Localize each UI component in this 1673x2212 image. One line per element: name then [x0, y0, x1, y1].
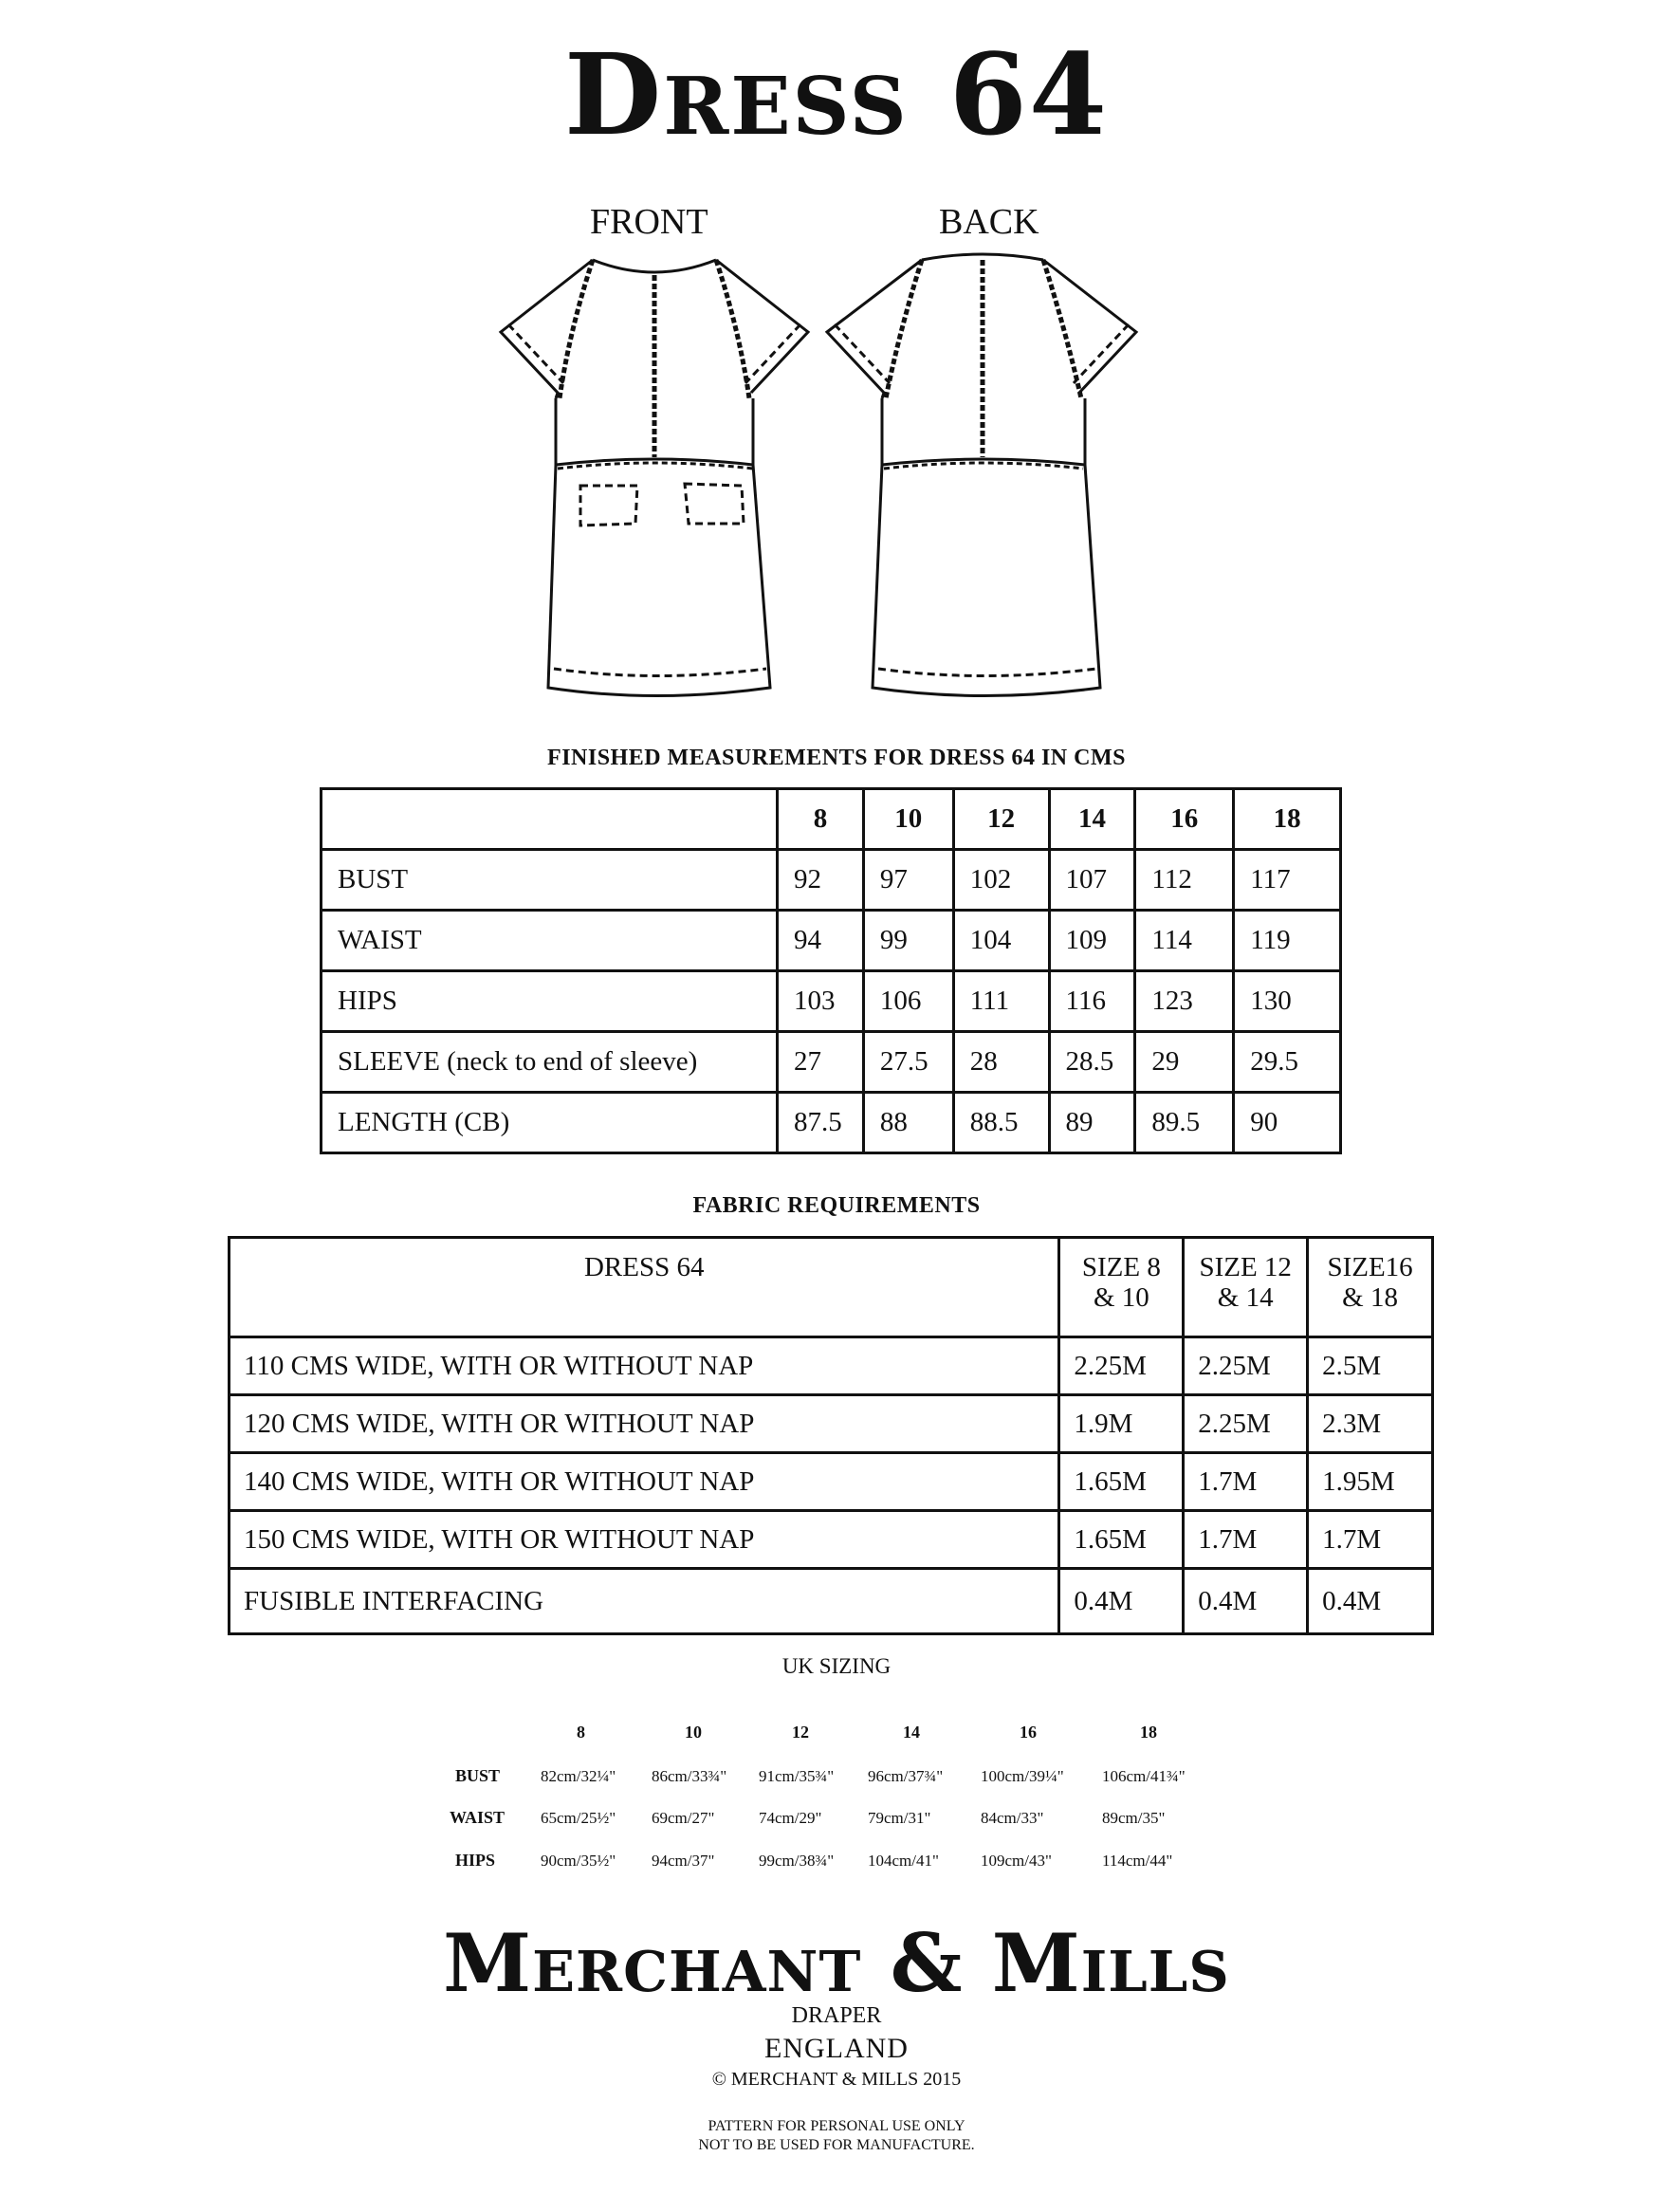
fabric-header-label: DRESS 64 — [230, 1238, 1059, 1337]
uk-cell: 94cm/37" — [652, 1852, 715, 1870]
table-cell: 1.7M — [1184, 1453, 1308, 1511]
table-cell: 123 — [1135, 971, 1234, 1032]
uk-size-header: 16 — [1020, 1723, 1037, 1742]
uk-cell: 106cm/41¾" — [1102, 1767, 1186, 1785]
table-cell: 87.5 — [778, 1093, 864, 1153]
uk-cell: 86cm/33¾" — [652, 1767, 727, 1785]
table-row — [322, 850, 1341, 911]
table-row — [322, 911, 1341, 971]
table-cell: 102 — [953, 850, 1049, 911]
table-cell: 119 — [1234, 911, 1341, 971]
table-cell: 99 — [863, 911, 953, 971]
fabric-requirements-title: FABRIC REQUIREMENTS — [692, 1193, 981, 1218]
row-label: 110 CMS WIDE, WITH OR WITHOUT NAP — [230, 1337, 1059, 1395]
table-row — [230, 1337, 1433, 1395]
table-cell: 92 — [778, 850, 864, 911]
uk-size-header: 18 — [1140, 1723, 1157, 1742]
uk-cell: 84cm/33" — [981, 1809, 1044, 1827]
uk-cell: 104cm/41" — [868, 1852, 939, 1870]
table-row — [322, 1093, 1341, 1153]
table-cell: 2.5M — [1308, 1337, 1433, 1395]
uk-size-header: 10 — [685, 1723, 702, 1742]
uk-cell: 114cm/44" — [1102, 1852, 1173, 1870]
table-cell: 2.25M — [1184, 1337, 1308, 1395]
size-header-line: & 14 — [1217, 1282, 1274, 1313]
row-label: 140 CMS WIDE, WITH OR WITHOUT NAP — [230, 1453, 1059, 1511]
size-header-line: & 10 — [1093, 1282, 1149, 1313]
row-label: HIPS — [322, 971, 778, 1032]
table-cell: 89 — [1049, 1093, 1135, 1153]
table-cell: 28.5 — [1049, 1032, 1135, 1093]
table-row — [322, 1032, 1341, 1093]
table-cell: 1.7M — [1308, 1511, 1433, 1569]
table-cell: 109 — [1049, 911, 1135, 971]
uk-size-header: 12 — [792, 1723, 809, 1742]
table-cell: 94 — [778, 911, 864, 971]
table-row — [322, 971, 1341, 1032]
table-cell: 89.5 — [1135, 1093, 1234, 1153]
size-header-line: SIZE 12 — [1199, 1252, 1292, 1282]
table-row — [230, 1453, 1433, 1511]
row-label: SLEEVE (neck to end of sleeve) — [322, 1032, 778, 1093]
size-header: 10 — [863, 789, 953, 850]
uk-cell: 100cm/39¼" — [981, 1767, 1064, 1785]
finished-measurements-table — [320, 787, 1342, 1154]
table-cell: 0.4M — [1059, 1569, 1184, 1634]
table-cell: 2.3M — [1308, 1395, 1433, 1453]
back-view-label: BACK — [939, 202, 1039, 242]
table-cell: 106 — [863, 971, 953, 1032]
uk-sizing-title: UK SIZING — [781, 1654, 892, 1678]
fabric-requirements-table — [228, 1236, 1434, 1635]
table-corner-cell — [322, 789, 778, 850]
uk-cell: 90cm/35½" — [541, 1852, 616, 1870]
page-title: Dress 64 — [564, 28, 1109, 160]
table-cell: 130 — [1234, 971, 1341, 1032]
table-cell: 2.25M — [1059, 1337, 1184, 1395]
front-dress-drawing — [501, 260, 808, 696]
size-header — [1184, 1238, 1308, 1337]
usage-notice — [0, 2117, 1673, 2155]
size-header: 16 — [1135, 789, 1234, 850]
copyright-text: © MERCHANT & MILLS 2015 — [711, 2069, 962, 2090]
table-cell: 88.5 — [953, 1093, 1049, 1153]
row-label: 150 CMS WIDE, WITH OR WITHOUT NAP — [230, 1511, 1059, 1569]
table-cell: 1.9M — [1059, 1395, 1184, 1453]
table-row — [230, 1569, 1433, 1634]
table-cell: 1.65M — [1059, 1453, 1184, 1511]
table-cell: 111 — [953, 971, 1049, 1032]
size-header-line: SIZE16 — [1327, 1252, 1413, 1282]
uk-cell: 91cm/35¾" — [759, 1767, 835, 1785]
size-header: 12 — [953, 789, 1049, 850]
table-cell: 1.65M — [1059, 1511, 1184, 1569]
uk-cell: 74cm/29" — [759, 1809, 822, 1827]
size-header: 14 — [1049, 789, 1135, 850]
brand-logo-text: Merchant & Mills — [443, 1916, 1230, 2010]
table-cell: 104 — [953, 911, 1049, 971]
measurements-title: FINISHED MEASUREMENTS FOR DRESS 64 IN CMS — [547, 746, 1126, 770]
uk-cell: 109cm/43" — [981, 1852, 1052, 1870]
uk-size-header: 8 — [577, 1723, 585, 1742]
size-header-line: & 18 — [1342, 1282, 1398, 1313]
table-cell: 0.4M — [1308, 1569, 1433, 1634]
table-cell: 114 — [1135, 911, 1234, 971]
front-view-label: FRONT — [590, 202, 708, 242]
england-text: ENGLAND — [764, 2033, 909, 2064]
table-cell: 1.95M — [1308, 1453, 1433, 1511]
table-cell: 1.7M — [1184, 1511, 1308, 1569]
table-row — [230, 1395, 1433, 1453]
dress-technical-drawings — [0, 0, 1673, 721]
draper-text: DRAPER — [791, 2003, 882, 2028]
table-cell: 97 — [863, 850, 953, 911]
uk-cell: 89cm/35" — [1102, 1809, 1166, 1827]
table-cell: 116 — [1049, 971, 1135, 1032]
uk-cell: 65cm/25½" — [541, 1809, 616, 1827]
table-cell: 29 — [1135, 1032, 1234, 1093]
table-cell: 112 — [1135, 850, 1234, 911]
usage-notice-line: NOT TO BE USED FOR MANUFACTURE. — [698, 2137, 975, 2153]
uk-row-label: BUST — [455, 1766, 501, 1785]
uk-row-label: HIPS — [455, 1851, 496, 1870]
row-label: 120 CMS WIDE, WITH OR WITHOUT NAP — [230, 1395, 1059, 1453]
row-label: LENGTH (CB) — [322, 1093, 778, 1153]
uk-cell: 79cm/31" — [868, 1809, 931, 1827]
row-label: FUSIBLE INTERFACING — [230, 1569, 1059, 1634]
table-row — [230, 1511, 1433, 1569]
row-label: WAIST — [322, 911, 778, 971]
uk-cell: 99cm/38¾" — [759, 1852, 835, 1870]
table-cell: 0.4M — [1184, 1569, 1308, 1634]
table-cell: 107 — [1049, 850, 1135, 911]
table-cell: 27.5 — [863, 1032, 953, 1093]
table-cell: 117 — [1234, 850, 1341, 911]
table-cell: 28 — [953, 1032, 1049, 1093]
table-cell: 29.5 — [1234, 1032, 1341, 1093]
table-cell: 2.25M — [1184, 1395, 1308, 1453]
table-cell: 88 — [863, 1093, 953, 1153]
table-cell: 103 — [778, 971, 864, 1032]
row-label: BUST — [322, 850, 778, 911]
size-header-line: SIZE 8 — [1081, 1252, 1161, 1282]
uk-cell: 69cm/27" — [652, 1809, 715, 1827]
size-header: 18 — [1234, 789, 1341, 850]
table-cell: 27 — [778, 1032, 864, 1093]
size-header: 8 — [778, 789, 864, 850]
usage-notice-line: PATTERN FOR PERSONAL USE ONLY — [708, 2118, 965, 2134]
table-cell: 90 — [1234, 1093, 1341, 1153]
uk-cell: 96cm/37¾" — [868, 1767, 944, 1785]
table-header-row — [322, 789, 1341, 850]
size-header — [1059, 1238, 1184, 1337]
back-dress-drawing — [827, 254, 1136, 696]
size-header — [1308, 1238, 1433, 1337]
uk-cell: 82cm/32¼" — [541, 1767, 616, 1785]
uk-row-label: WAIST — [450, 1808, 506, 1827]
table-header-row — [230, 1238, 1433, 1337]
uk-size-header: 14 — [903, 1723, 920, 1742]
